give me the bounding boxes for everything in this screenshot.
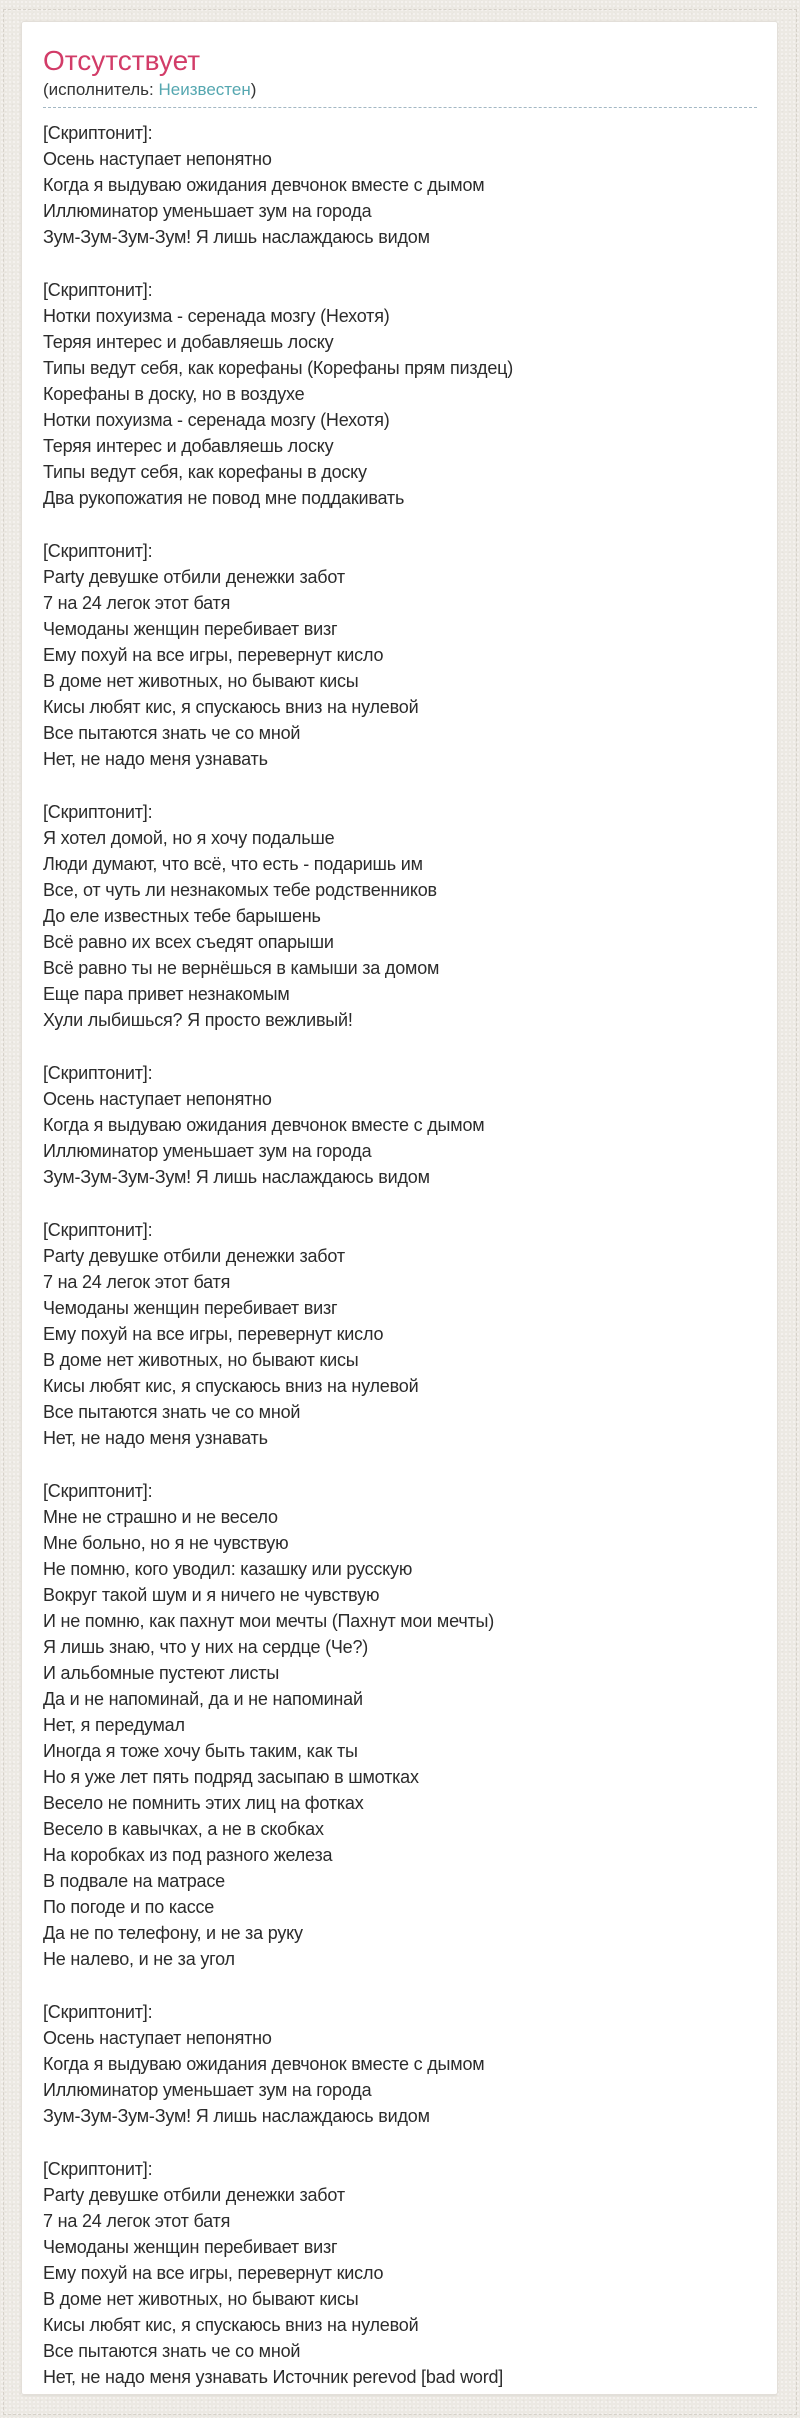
lyric-line: Когда я выдуваю ожидания девчонок вместе с дымом [43,1115,485,1135]
lyric-line: Весело в кавычках, а не в скобках [43,1819,324,1839]
lyric-line: Типы ведут себя, как корефаны (Корефаны прям пиздец) [43,358,514,378]
lyric-line: Я хотел домой, но я хочу подальше [43,828,335,848]
lyric-line: Осень наступает непонятно [43,149,272,169]
lyrics-text [43,120,757,2390]
subtitle [43,79,757,108]
stanza [43,1999,757,2129]
lyric-line: Корефаны в доску, но в воздухе [43,384,305,404]
lyric-line: Все пытаются знать че со мной [43,2341,301,2361]
page-title: Отсутствует [43,45,201,76]
lyric-line: В подвале на матрасе [43,1871,225,1891]
header [43,44,757,108]
lyric-line: Чемоданы женщин перебивает визг [43,1298,338,1318]
lyric-line: По погоде и по кассе [43,1897,215,1917]
stanza [43,2156,757,2390]
lyric-line: Зум-Зум-Зум-Зум! Я лишь наслаждаюсь видом [43,227,430,247]
stanza-header: [Скриптонит]: [43,123,153,143]
lyric-line: Типы ведут себя, как корефаны в доску [43,462,367,482]
lyric-line: Осень наступает непонятно [43,2028,272,2048]
lyric-line: Иллюминатор уменьшает зум на города [43,1141,372,1161]
lyric-line: Всё равно ты не вернёшься в камыши за домом [43,958,440,978]
lyric-line: Не налево, и не за угол [43,1949,235,1969]
lyric-line: И не помню, как пахнут мои мечты (Пахнут мои мечты) [43,1611,495,1631]
lyric-line: 7 на 24 легок этот батя [43,1272,231,1292]
lyric-line: Все пытаются знать че со мной [43,723,301,743]
stanza [43,799,757,1033]
lyric-line: Зум-Зум-Зум-Зум! Я лишь наслаждаюсь видом [43,2106,430,2126]
lyric-line: Нет, не надо меня узнавать [43,1428,268,1448]
lyric-line: Осень наступает непонятно [43,1089,272,1109]
lyric-line: И альбомные пустеют листы [43,1663,280,1683]
lyric-line: Теряя интерес и добавляешь лоску [43,436,334,456]
lyric-line: 7 на 24 легок этот батя [43,593,231,613]
subtitle-suffix: ) [250,80,257,99]
lyric-line: Ему похуй на все игры, перевернут кисло [43,2263,384,2283]
stanza [43,1478,757,1972]
lyric-line: Два рукопожатия не повод мне поддакивать [43,488,405,508]
lyric-line: Вокруг такой шум и я ничего не чувствую [43,1585,380,1605]
lyric-line: Иллюминатор уменьшает зум на города [43,2080,372,2100]
stanza-header: [Скриптонит]: [43,1063,153,1083]
lyric-line: Еще пара привет незнакомым [43,984,290,1004]
stanza-header: [Скриптонит]: [43,2002,153,2022]
lyric-line: Нет, я передумал [43,1715,185,1735]
lyric-line: Все пытаются знать че со мной [43,1402,301,1422]
lyric-line: Ему похуй на все игры, перевернут кисло [43,1324,384,1344]
lyric-line: Нотки похуизма - серенада мозгу (Нехотя) [43,410,390,430]
lyric-line: Чемоданы женщин перебивает визг [43,2237,338,2257]
lyric-line: Иллюминатор уменьшает зум на города [43,201,372,221]
stanza [43,1060,757,1190]
lyric-line: Я лишь знаю, что у них на сердце (Че?) [43,1637,369,1657]
lyric-line: Нотки похуизма - серенада мозгу (Нехотя) [43,306,390,326]
stanza [43,1217,757,1451]
stanza-header: [Скриптонит]: [43,802,153,822]
lyric-line: Ему похуй на все игры, перевернут кисло [43,645,384,665]
lyric-line: Когда я выдуваю ожидания девчонок вместе с дымом [43,2054,485,2074]
stanza-header: [Скриптонит]: [43,541,153,561]
lyric-line: Кисы любят кис, я спускаюсь вниз на нулевой [43,2315,419,2335]
stanza-header: [Скриптонит]: [43,1220,153,1240]
lyric-line: Нет, не надо меня узнавать [43,749,268,769]
lyric-line: В доме нет животных, но бывают кисы [43,2289,359,2309]
lyric-line: Кисы любят кис, я спускаюсь вниз на нулевой [43,1376,419,1396]
stanza-header: [Скриптонит]: [43,280,153,300]
lyric-line: Весело не помнить этих лиц на фотках [43,1793,364,1813]
lyric-line: В доме нет животных, но бывают кисы [43,671,359,691]
subtitle-prefix: (исполнитель: [43,80,159,99]
lyric-line: Но я уже лет пять подряд засыпаю в шмотках [43,1767,419,1787]
stanza-header: [Скриптонит]: [43,2159,153,2179]
lyric-line: До еле известных тебе барышень [43,906,321,926]
lyric-line: Кисы любят кис, я спускаюсь вниз на нулевой [43,697,419,717]
lyric-line: Когда я выдуваю ожидания девчонок вместе с дымом [43,175,485,195]
lyric-line: В доме нет животных, но бывают кисы [43,1350,359,1370]
lyric-line: Party девушке отбили денежки забот [43,2185,345,2205]
stanza [43,538,757,772]
stanza-header: [Скриптонит]: [43,1481,153,1501]
lyrics-card [21,21,778,2395]
lyric-line: Да не по телефону, и не за руку [43,1923,303,1943]
stanza [43,120,757,250]
lyric-line: Иногда я тоже хочу быть таким, как ты [43,1741,358,1761]
lyric-line: 7 на 24 легок этот батя [43,2211,231,2231]
lyric-line: Да и не напоминай, да и не напоминай [43,1689,363,1709]
lyric-line: Не помню, кого уводил: казашку или русскую [43,1559,413,1579]
artist-link[interactable]: Неизвестен [158,80,251,99]
lyric-line: Все, от чуть ли незнакомых тебе родственников [43,880,437,900]
lyric-line: Теряя интерес и добавляешь лоску [43,332,334,352]
lyric-line: На коробках из под разного железа [43,1845,333,1865]
lyric-line: Мне не страшно и не весело [43,1507,278,1527]
lyric-line: Зум-Зум-Зум-Зум! Я лишь наслаждаюсь видом [43,1167,430,1187]
stanza [43,277,757,511]
lyric-line: Всё равно их всех съедят опарыши [43,932,334,952]
lyric-line: Мне больно, но я не чувствую [43,1533,289,1553]
lyric-line: Чемоданы женщин перебивает визг [43,619,338,639]
lyric-line: Party девушке отбили денежки забот [43,567,345,587]
lyric-line: Party девушке отбили денежки забот [43,1246,345,1266]
lyric-line: Нет, не надо меня узнавать Источник perevod [bad word] [43,2367,504,2387]
lyric-line: Хули лыбишься? Я просто вежливый! [43,1010,353,1030]
lyric-line: Люди думают, что всё, что есть - подаришь им [43,854,423,874]
